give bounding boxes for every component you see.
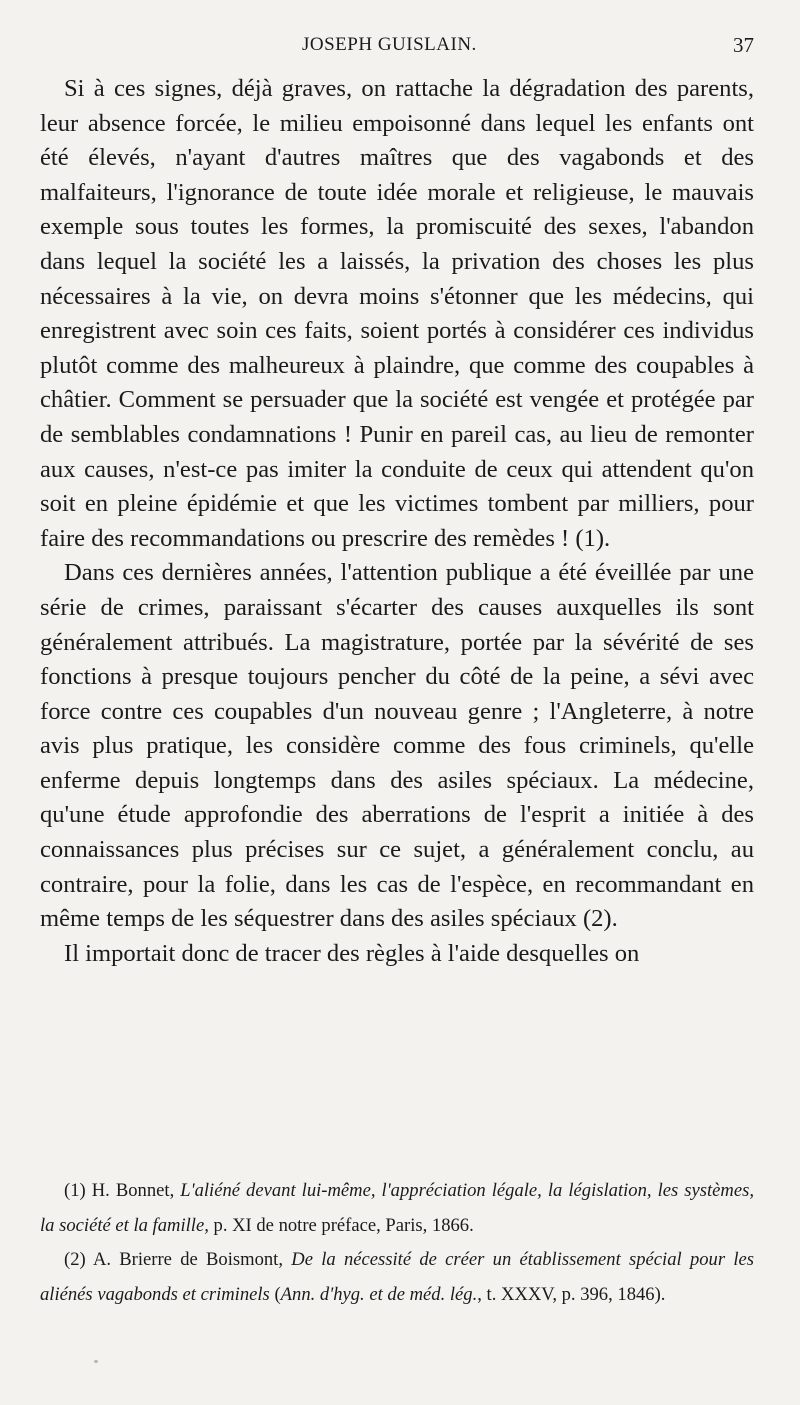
footnote-author: A. Brierre de Boismont,: [92, 1249, 283, 1270]
footnote-marker: (1): [64, 1180, 86, 1201]
footnote-paren: (: [274, 1283, 281, 1305]
header-title: JOSEPH GUISLAIN.: [302, 34, 477, 55]
footnote-author: H. Bonnet,: [91, 1180, 175, 1201]
paper-speck: [94, 1360, 98, 1363]
footnote-title: De la nécessité de créer un établissement spécial pour les aliénés vagabonds et criminels: [40, 1249, 754, 1305]
paragraph-3: Il importait donc de tracer des règles à l'aide desquelles on: [64, 939, 640, 967]
footnote-2: [40, 1243, 754, 1312]
body-text: [40, 72, 754, 971]
paragraph-2: Dans ces dernières années, l'attention publique a été éveillée par une série de crimes, paraissant s'écarter des causes auxquelles ils sont généralement attribués. La magistrature, portée par la sévérité de ses fonctions à presque toujours pencher du côté de la peine, a sévi avec force contre ces coupables d'un nouveau genre ; l'Angleterre, à notre avis plus pratique, les considère comme des fous criminels, qu'elle enferme depuis longtemps dans des asiles spéciaux. La médecine, qu'une étude approfondie des aberrations de l'esprit a initiée à des connaissances plus précises sur ce sujet, a généralement conclu, au contraire, pour la folie, dans les cas de l'espèce, en recommandant en même temps de les séquestrer dans des asiles spéciaux (2).: [40, 559, 754, 933]
footnote-marker: (2): [64, 1249, 86, 1270]
page-number: 37: [733, 33, 754, 57]
footnotes: [40, 1174, 754, 1312]
footnote-journal: Ann. d'hyg. et de méd. lég.: [280, 1283, 478, 1305]
footnote-1: [40, 1174, 754, 1243]
running-head: [0, 34, 800, 64]
footnote-title: L'aliéné devant lui-même, l'appréciation légale, la législation, les systèmes, la société et la famille,: [40, 1180, 754, 1236]
footnote-reference: p. XI de notre préface, Paris, 1866.: [213, 1214, 474, 1236]
paragraph-1: Si à ces signes, déjà graves, on rattache la dégradation des parents, leur absence forcée, le milieu empoisonné dans lequel les enfants ont été élevés, n'ayant d'autres maîtres que des vagabonds et des malfaiteurs, l'ignorance de toute idée morale et religieuse, le mauvais exemple sous toutes les formes, la promiscuité des sexes, l'abandon dans lequel la société les a laissés, la privation des choses les plus nécessaires à la vie, on devra moins s'étonner que les médecins, qui enregistrent avec soin ces faits, soient portés à considérer ces individus plutôt comme des malheureux à plaindre, que comme des coupables à châtier. Comment se persuader que la société est vengée et protégée par de semblables condamnations ! Punir en pareil cas, au lieu de remonter aux causes, n'est-ce pas imiter la conduite de ceux qui attendent qu'on soit en pleine épidémie et que les victimes tombent par milliers, pour faire des recommandations ou prescrire des remèdes ! (1).: [40, 75, 754, 552]
footnote-reference: , t. XXXV, p. 396, 1846).: [477, 1283, 666, 1305]
